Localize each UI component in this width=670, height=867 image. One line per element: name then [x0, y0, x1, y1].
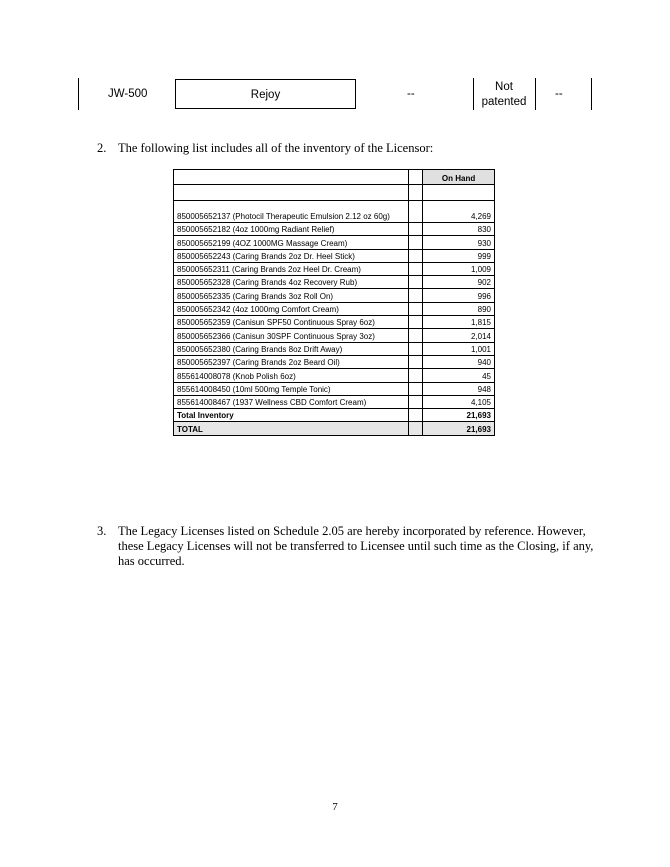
item-name: 855614008450 (10ml 500mg Temple Tonic)	[174, 382, 409, 395]
item-name: 850005652137 (Photocil Therapeutic Emulsion 2.12 oz 60g)	[174, 201, 409, 223]
trademark-row	[0, 78, 670, 112]
item-quantity: 830	[423, 223, 495, 236]
table-row	[174, 395, 495, 408]
total-inventory-label: Total Inventory	[174, 409, 409, 422]
item-quantity: 1,815	[423, 316, 495, 329]
grand-total-row	[174, 422, 495, 435]
item-quantity: 45	[423, 369, 495, 382]
item-name: 850005652380 (Caring Brands 8oz Drift Away)	[174, 342, 409, 355]
table-blank-row	[174, 185, 495, 201]
row-border-left	[78, 78, 79, 110]
grand-total-value: 21,693	[423, 422, 495, 435]
item-quantity: 930	[423, 236, 495, 249]
item-name: 850005652366 (Canisun 30SPF Continuous Spray 3oz)	[174, 329, 409, 342]
item-name: 850005652335 (Caring Brands 3oz Roll On)	[174, 289, 409, 302]
item-name: 855614008078 (Knob Polish 6oz)	[174, 369, 409, 382]
item-name: 850005652182 (4oz 1000mg Radiant Relief)	[174, 223, 409, 236]
row-border-right	[591, 78, 592, 110]
table-row	[174, 369, 495, 382]
item-quantity: 948	[423, 382, 495, 395]
item-name: 850005652243 (Caring Brands 2oz Dr. Heel Stick)	[174, 249, 409, 262]
item-name: 855614008467 (1937 Wellness CBD Comfort Cream)	[174, 395, 409, 408]
total-inventory-row	[174, 409, 495, 422]
table-row	[174, 201, 495, 223]
trademark-code: JW-500	[108, 88, 148, 100]
item-name: 850005652328 (Caring Brands 4oz Recovery Rub)	[174, 276, 409, 289]
table-row	[174, 262, 495, 275]
item-name: 850005652199 (4OZ 1000MG Massage Cream)	[174, 236, 409, 249]
item-name: 850005652311 (Caring Brands 2oz Heel Dr. Cream)	[174, 262, 409, 275]
trademark-col3: --	[407, 88, 415, 100]
table-header-row	[174, 170, 495, 185]
paragraph-line-2: these Legacy Licenses will not be transferred to Licensee until such time as the Closing, if any,	[118, 539, 594, 553]
paragraph-number: 2.	[97, 141, 107, 155]
trademark-name: Rejoy	[175, 79, 356, 109]
paragraph-number: 3.	[97, 524, 107, 538]
trademark-col5: --	[555, 88, 563, 100]
paragraph-3	[97, 524, 597, 572]
item-quantity: 890	[423, 302, 495, 315]
item-quantity: 940	[423, 355, 495, 368]
table-row	[174, 289, 495, 302]
page-number: 7	[332, 801, 338, 813]
row-divider	[535, 78, 536, 110]
table-row	[174, 329, 495, 342]
table-row	[174, 316, 495, 329]
item-name: 850005652342 (4oz 1000mg Comfort Cream)	[174, 302, 409, 315]
item-quantity: 1,009	[423, 262, 495, 275]
paragraph-line-3: has occurred.	[118, 554, 185, 568]
table-row	[174, 276, 495, 289]
on-hand-header: On Hand	[423, 170, 495, 185]
inventory-table	[173, 169, 495, 436]
table-row	[174, 342, 495, 355]
item-name: 850005652397 (Caring Brands 2oz Beard Oil)	[174, 355, 409, 368]
table-row	[174, 302, 495, 315]
total-inventory-value: 21,693	[423, 409, 495, 422]
paragraph-line-1: The Legacy Licenses listed on Schedule 2.05 are hereby incorporated by reference. However,	[118, 524, 586, 538]
grand-total-label: TOTAL	[174, 422, 409, 435]
item-quantity: 902	[423, 276, 495, 289]
table-row	[174, 249, 495, 262]
item-quantity: 1,001	[423, 342, 495, 355]
table-row	[174, 223, 495, 236]
table-row	[174, 355, 495, 368]
item-quantity: 4,269	[423, 201, 495, 223]
item-name: 850005652359 (Canisun SPF50 Continuous Spray 6oz)	[174, 316, 409, 329]
item-quantity: 999	[423, 249, 495, 262]
item-quantity: 4,105	[423, 395, 495, 408]
item-quantity: 2,014	[423, 329, 495, 342]
paragraph-text: The following list includes all of the inventory of the Licensor:	[118, 141, 434, 155]
trademark-status: Not patented	[481, 81, 527, 108]
table-row	[174, 382, 495, 395]
item-quantity: 996	[423, 289, 495, 302]
table-row	[174, 236, 495, 249]
